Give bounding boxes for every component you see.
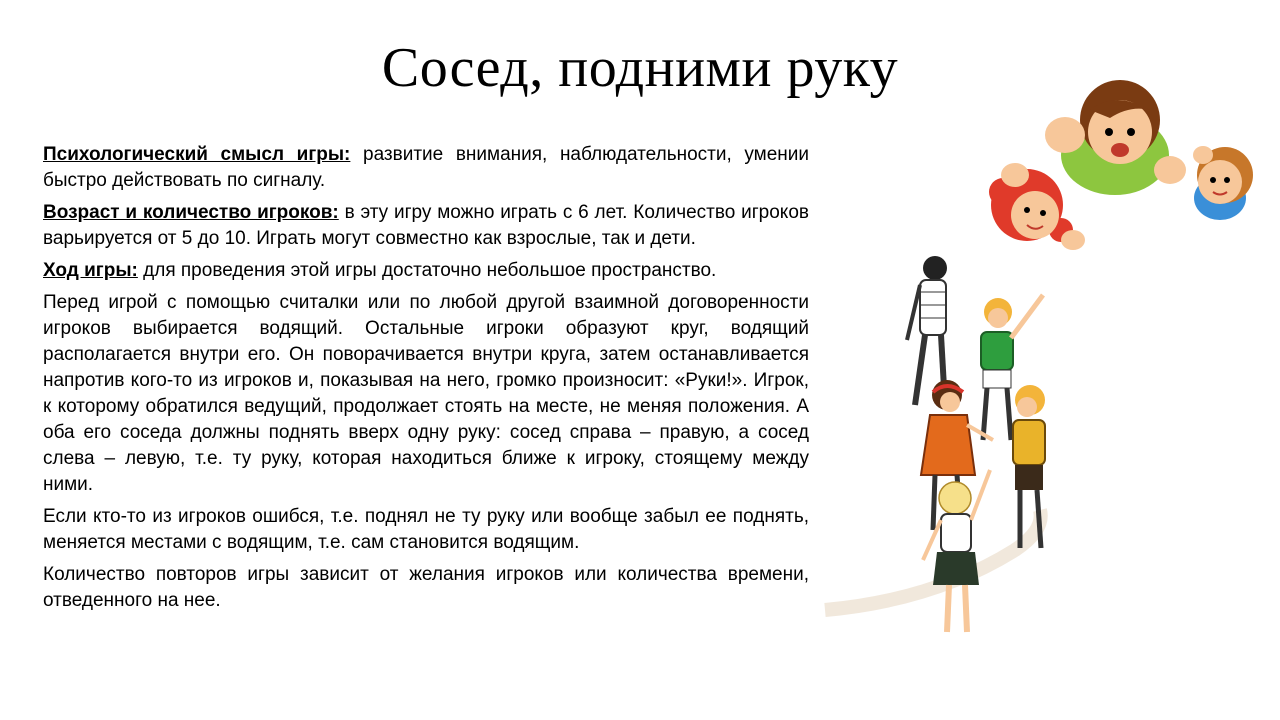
cartoon-boy (1045, 80, 1186, 195)
child-green-shirt (981, 295, 1043, 440)
paragraph-age-players (43, 200, 809, 252)
cartoon-children-waving-image (989, 80, 1253, 250)
game-description (43, 142, 809, 620)
text-mistake: Если кто-то из игроков ошибся, т.е. поднял не ту руку или вообще забыл ее поднять, меняется местами с водящим, т.е. сам становится водящим. (43, 506, 809, 553)
label-age-players: Возраст и количество игроков: (43, 202, 339, 223)
text-repetitions: Количество повторов игры зависит от желания игроков или количества времени, отведенного на нее. (43, 564, 809, 611)
paragraph-mistake (43, 504, 809, 556)
slide-title: Сосед, подними руку (381, 37, 899, 99)
paragraph-rules (43, 290, 809, 498)
paragraph-psychological-meaning (43, 142, 809, 194)
label-game-course: Ход игры: (43, 260, 138, 281)
child-yellow-vest (1013, 385, 1045, 548)
illustration-svg (815, 80, 1280, 660)
label-psychological-meaning: Психологический смысл игры: (43, 144, 351, 165)
paragraph-repetitions (43, 562, 809, 614)
children-playing-circle-image (825, 256, 1045, 632)
text-psychological-meaning: развитие внимания, наблюдательности, умении быстро действовать по сигналу. (43, 144, 809, 191)
text-age-players: в эту игру можно играть с 6 лет. Количество игроков варьируется от 5 до 10. Играть могут совместно как взрослые, так и дети. (43, 202, 809, 249)
text-game-course: для проведения этой игры достаточно небольшое пространство. (137, 260, 717, 281)
paragraph-game-course (43, 258, 809, 284)
cartoon-small-boy (1193, 146, 1253, 220)
text-rules: Перед игрой с помощью считалки или по любой другой взаимной договоренности игроков выбирается водящий. Остальные игроки образуют круг, водящий располагается внутри его. Он поворачивается внутри круга, затем останавливается напротив кого-то из игроков и, показывая на него, громко произносит: «Руки!». Игрок, к которому обратился ведущий, продолжает стоять на месте, не меняя положения. А оба его соседа должны поднять вверх одну руку: сосед справа – правую, а сосед слева – левую, т.е. ту руку, которая находиться ближе к игроку, стоящему между ними. (43, 292, 809, 495)
illustration (815, 80, 1280, 660)
